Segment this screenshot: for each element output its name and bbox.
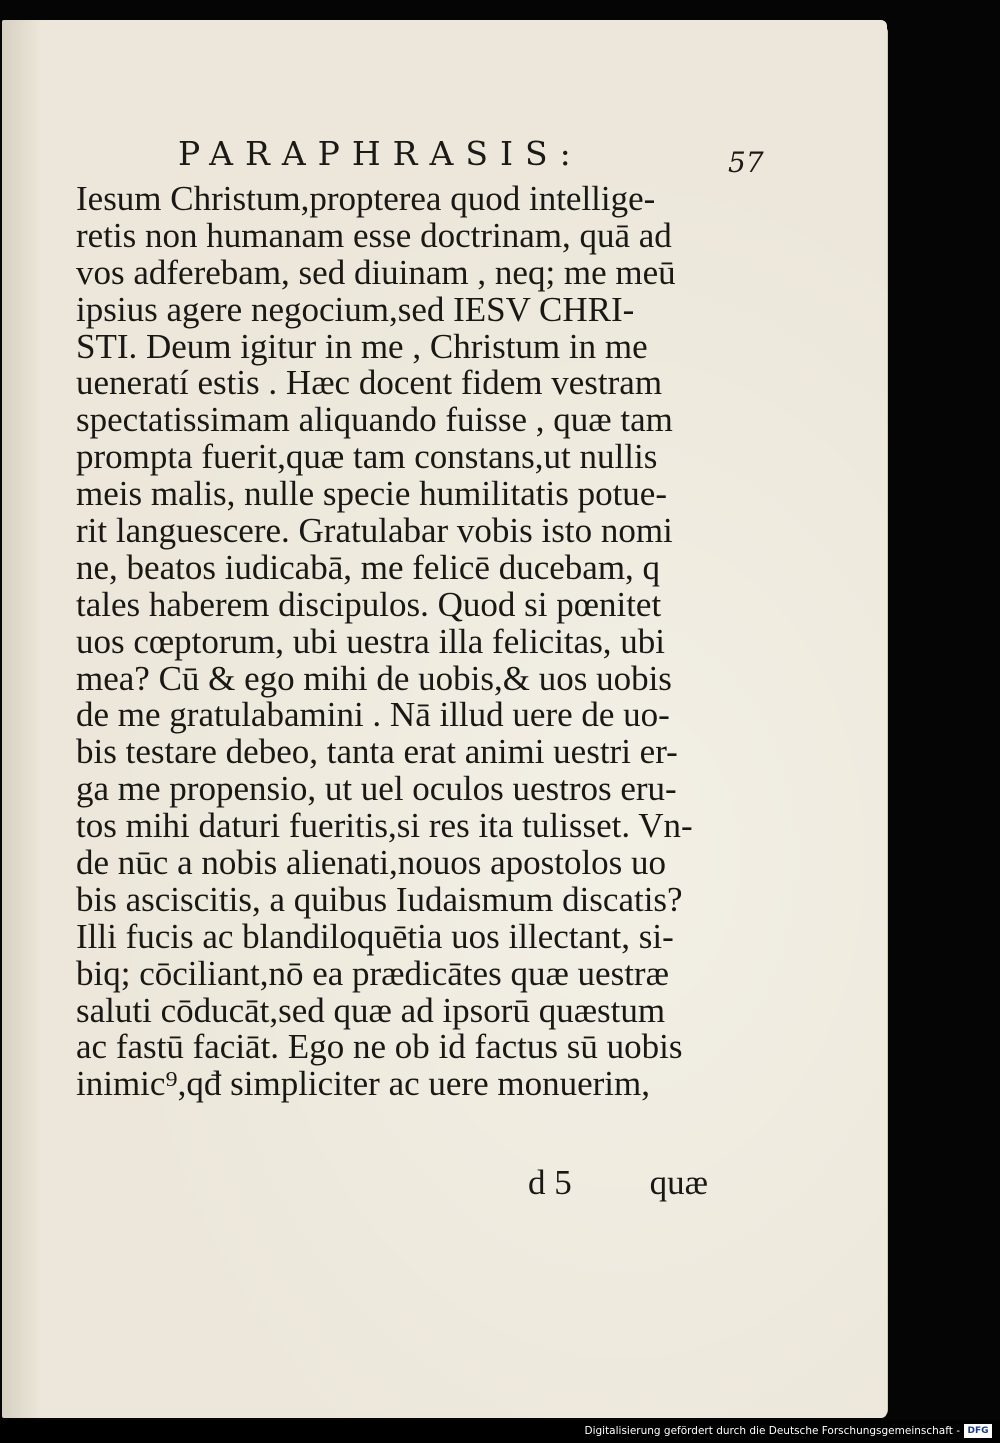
text-line: ipsius agere negocium,sed IESV CHRI- (76, 289, 635, 329)
text-line: retis non humanam esse doctrinam, quā ad (76, 215, 672, 255)
text-line: vos adferebam, sed diuinam , neq; me meū (76, 252, 676, 292)
body-text (76, 181, 736, 1103)
running-head: PARAPHRASIS: (178, 134, 583, 173)
text-line: de me gratulabamini . Nā illud uere de uo- (76, 695, 670, 735)
text-line: tales haberem discipulos. Quod si pœnitet (76, 584, 662, 624)
text-line: ne, beatos iudicabā, me felicē ducebam, q (76, 547, 661, 587)
digitization-credit: Digitalisierung gefördert durch die Deutsche Forschungsgemeinschaft - (584, 1425, 960, 1437)
text-line: Iesum Christum,propterea quod intellige- (76, 179, 656, 218)
text-line: inimic⁹,qđ simpliciter ac uere monuerim, (76, 1064, 650, 1104)
catchword: quæ (649, 1163, 708, 1202)
signature-mark: d 5 (528, 1163, 572, 1202)
text-line: bis asciscitis, a quibus Iudaismum discatis? (76, 879, 683, 919)
text-line: ac fastū faciāt. Ego ne ob id factus sū uobis (76, 1027, 683, 1067)
text-line: bis testare debeo, tanta erat animi uestri er- (76, 732, 678, 772)
text-line: ueneratí estis . Hæc docent fidem vestram (76, 363, 663, 403)
text-line: de nūc a nobis alienati,nouos apostolos uo (76, 843, 667, 883)
page-number: 57 (728, 146, 764, 179)
text-line: mea? Cū & ego mihi de uobis,& uos uobis (76, 658, 672, 698)
text-line: meis malis, nulle specie humilitatis potue- (76, 474, 668, 514)
text-line: Illi fucis ac blandiloquētia uos illectant, si- (76, 916, 674, 956)
text-line: prompta fuerit,quæ tam constans,ut nullis (76, 437, 658, 477)
text-line: saluti cōducāt,sed quæ ad ipsorū quæstum (76, 990, 666, 1030)
text-line: STI. Deum igitur in me , Christum in me (76, 326, 648, 366)
dfg-logo: DFG (964, 1424, 992, 1438)
text-line: spectatissimam aliquando fuisse , quæ tam (76, 400, 673, 440)
text-line: biq; cōciliant,nō ea prædicātes quæ uestræ (76, 953, 669, 993)
text-line: tos mihi daturi fueritis,si res ita tulisset. Vn- (76, 806, 693, 846)
text-line: uos cœptorum, ubi uestra illa felicitas, ubi (76, 621, 666, 661)
text-line: rit languescere. Gratulabar vobis isto nomi (76, 511, 673, 551)
text-line: ga me propensio, ut uel oculos uestros eru- (76, 769, 677, 809)
